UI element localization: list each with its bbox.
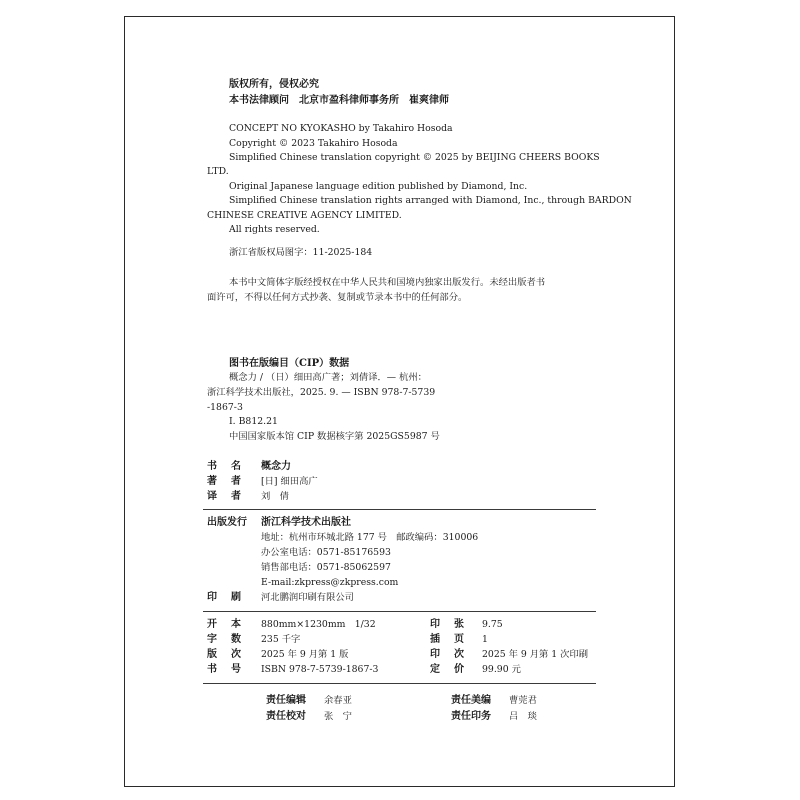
copyright-line: Copyright © 2023 Takahiro Hosoda: [229, 138, 398, 149]
notice-line-2: 面许可，不得以任何方式抄袭、复制或节录本书中的任何部分。: [207, 292, 468, 303]
sheets-value: 9.75: [482, 619, 503, 630]
registration-number: 浙江省版权局图字：11-2025-184: [229, 247, 373, 258]
rights-arranged-line: Simplified Chinese translation rights arranged with Diamond, Inc., through BARDON: [229, 195, 632, 206]
cip-line-5: 中国国家版本馆 CIP 数据核字第 2025GS5987 号: [229, 431, 440, 442]
translation-copyright-line-cont: LTD.: [207, 166, 229, 177]
printer-label: 印刷: [207, 592, 255, 603]
sales-phone: 销售部电话：0571-85062597: [261, 562, 391, 573]
publisher-label: 出版发行: [207, 517, 247, 528]
divider: [203, 509, 596, 510]
cip-line-1: 概念力 / （日）细田高广著；刘倩译．— 杭州：: [229, 372, 427, 383]
sheets-label: 印张: [430, 619, 478, 630]
printer-name: 河北鹏润印刷有限公司: [261, 592, 354, 603]
cip-heading: 图书在版编目（CIP）数据: [229, 358, 350, 369]
print-manager-value: 吕 琰: [509, 711, 537, 722]
rights-arranged-line-cont: CHINESE CREATIVE AGENCY LIMITED.: [207, 210, 402, 221]
book-title-value: 概念力: [261, 461, 291, 472]
cip-line-2: 浙江科学技术出版社，2025. 9. — ISBN 978-7-5739: [207, 387, 436, 398]
printing-label: 印次: [430, 649, 478, 660]
translation-copyright-line: Simplified Chinese translation copyright © 2025 by BEIJING CHEERS BOOKS: [229, 152, 600, 163]
office-phone: 办公室电话：0571-85176593: [261, 547, 391, 558]
publisher-email: E-mail:zkpress@zkpress.com: [261, 577, 399, 588]
book-title-label: 书名: [207, 461, 255, 472]
edition-label: 版次: [207, 649, 255, 660]
author-value: [日] 细田高广: [261, 476, 318, 487]
art-editor-value: 曹莞君: [509, 695, 537, 706]
edition-value: 2025 年 9 月第 1 版: [261, 649, 349, 660]
all-rights-line: All rights reserved.: [229, 224, 320, 235]
isbn-label: 书号: [207, 664, 255, 675]
isbn-value: ISBN 978-7-5739-1867-3: [261, 664, 379, 675]
price-value: 99.90 元: [482, 664, 521, 675]
divider: [203, 611, 596, 612]
editor-label: 责任编辑: [266, 695, 306, 706]
author-label: 著者: [207, 476, 255, 487]
cip-line-3: -1867-3: [207, 402, 243, 413]
translator-value: 刘 倩: [261, 491, 289, 502]
legal-counsel-line: 本书法律顾问 北京市盈科律师事务所 崔爽律师: [229, 95, 449, 106]
copyright-page: [124, 16, 675, 787]
price-label: 定价: [430, 664, 478, 675]
format-label: 开本: [207, 619, 255, 630]
print-manager-label: 责任印务: [451, 711, 491, 722]
printing-value: 2025 年 9 月第 1 次印刷: [482, 649, 589, 660]
art-editor-label: 责任美编: [451, 695, 491, 706]
words-label: 字数: [207, 634, 255, 645]
original-edition-line: Original Japanese language edition published by Diamond, Inc.: [229, 181, 528, 192]
translator-label: 译者: [207, 491, 255, 502]
editor-value: 余春亚: [324, 695, 352, 706]
publisher-address: 地址：杭州市环城北路 177 号 邮政编码：310006: [261, 532, 479, 543]
cip-line-4: Ⅰ. B812.21: [229, 416, 278, 427]
proofreader-label: 责任校对: [266, 711, 306, 722]
words-value: 235 千字: [261, 634, 301, 645]
insert-value: 1: [482, 634, 488, 645]
original-title-line: CONCEPT NO KYOKASHO by Takahiro Hosoda: [229, 123, 453, 134]
divider: [203, 683, 596, 684]
rights-line-1: 版权所有，侵权必究: [229, 79, 319, 90]
format-value: 880mm×1230mm 1/32: [261, 619, 376, 630]
publisher-name: 浙江科学技术出版社: [261, 517, 351, 528]
insert-label: 插页: [430, 634, 478, 645]
proofreader-value: 张 宁: [324, 711, 352, 722]
notice-line-1: 本书中文简体字版经授权在中华人民共和国境内独家出版发行。未经出版者书: [229, 277, 546, 288]
